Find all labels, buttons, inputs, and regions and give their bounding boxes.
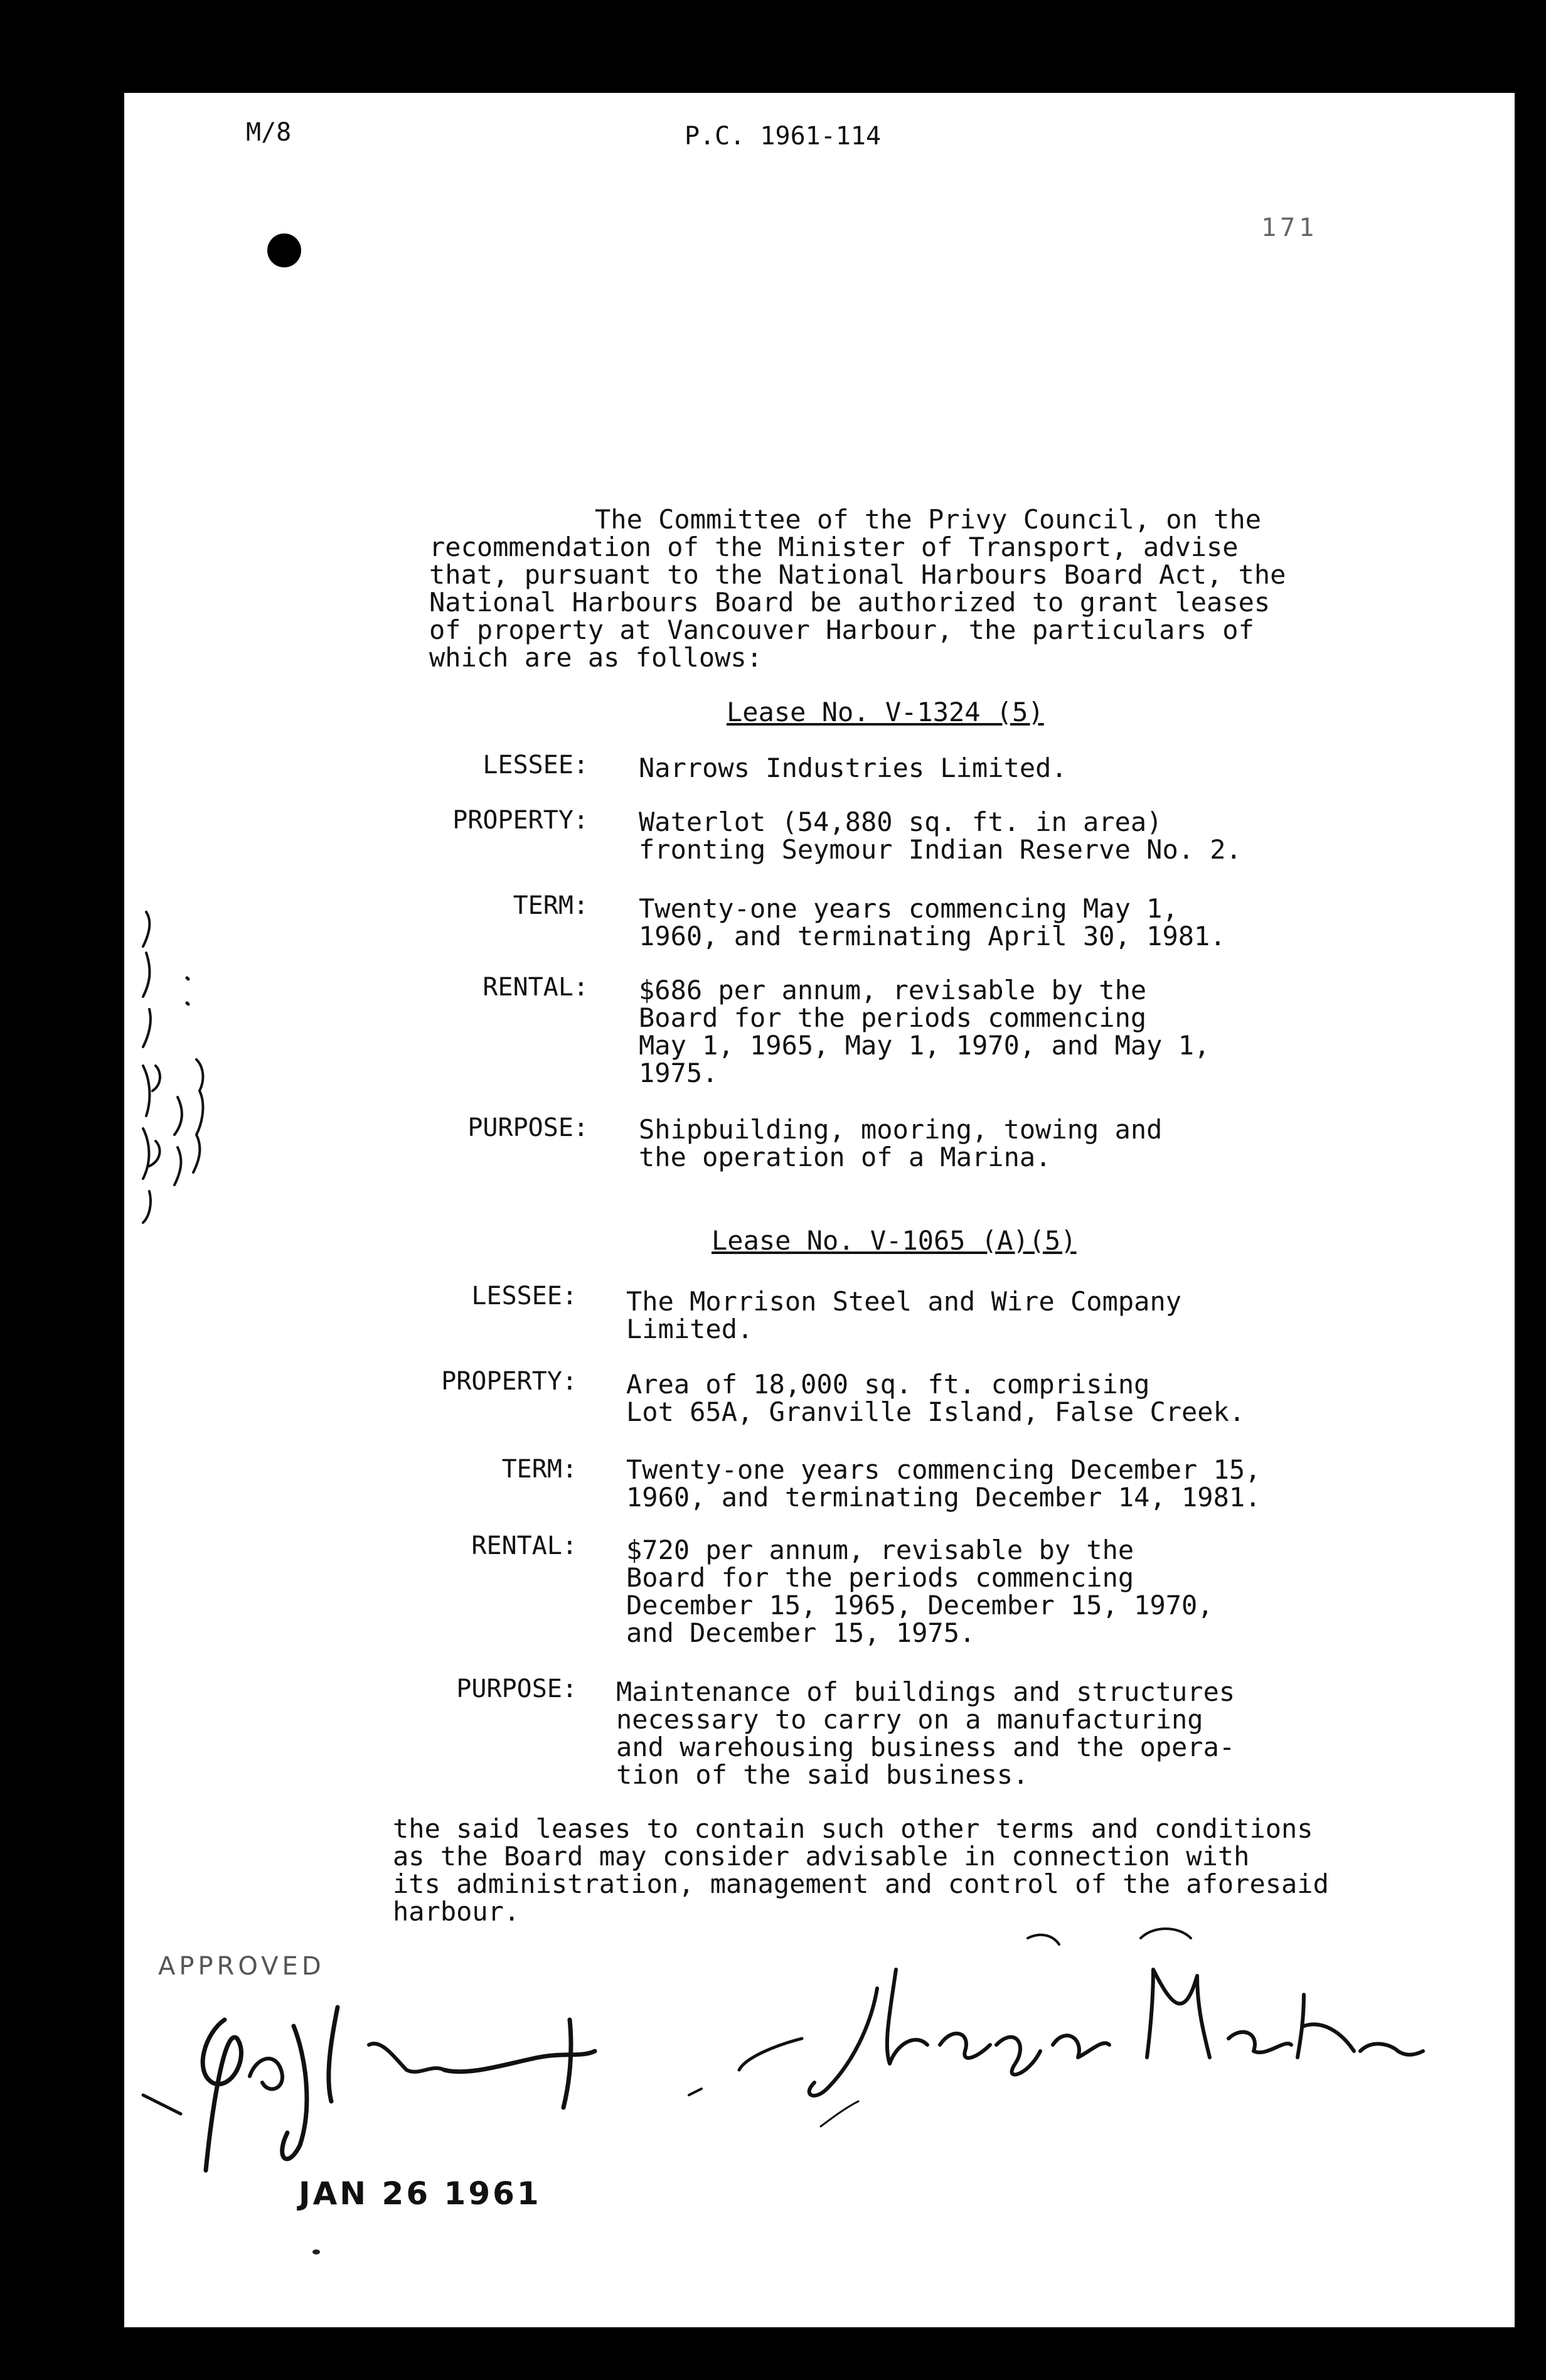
minister-signature xyxy=(676,1900,1429,2139)
intro-line: which are as follows: xyxy=(429,642,763,673)
order-number: P.C. 1961-114 xyxy=(685,122,882,151)
purpose-label: PURPOSE: xyxy=(456,1675,577,1703)
lessee-label: LESSEE: xyxy=(471,1282,577,1311)
closing-line: as the Board may consider advisable in connection with xyxy=(393,1841,1250,1872)
lease-heading: Lease No. V-1065 (A)(5) xyxy=(712,1225,1077,1256)
file-mark: M/8 xyxy=(246,118,292,147)
approved-stamp: APPROVED xyxy=(158,1952,325,1981)
closing-line: harbour. xyxy=(393,1896,520,1927)
lease-heading: Lease No. V-1324 (5) xyxy=(727,697,1044,727)
lessee-label: LESSEE: xyxy=(482,751,589,780)
punch-hole xyxy=(267,233,301,267)
margin-note xyxy=(124,909,212,1235)
term-label: TERM: xyxy=(513,891,589,920)
ink-mark xyxy=(312,2249,320,2254)
intro-line: National Harbours Board be authorized to grant leases xyxy=(429,587,1271,618)
closing-line: its administration, management and control of the aforesaid xyxy=(393,1868,1329,1899)
purpose-value: Shipbuilding, mooring, towing and the operation of a Marina. xyxy=(639,1114,1163,1172)
property-label: PROPERTY: xyxy=(452,806,589,835)
rental-label: RENTAL: xyxy=(471,1531,577,1560)
intro-line: that, pursuant to the National Harbours Board Act, the xyxy=(429,559,1286,590)
lessee-value: Narrows Industries Limited. xyxy=(639,753,1067,783)
intro-line: recommendation of the Minister of Transport, advise xyxy=(429,532,1239,562)
intro-line: of property at Vancouver Harbour, the particulars of xyxy=(429,614,1254,645)
approval-date: JAN 26 1961 xyxy=(299,2175,541,2212)
property-label: PROPERTY: xyxy=(441,1367,577,1396)
document-page xyxy=(124,93,1515,2327)
property-value: Waterlot (54,880 sq. ft. in area) fronting Seymour Indian Reserve No. 2. xyxy=(639,807,1242,865)
intro-line: The Committee of the Privy Council, on the xyxy=(595,504,1262,535)
page-number: 171 xyxy=(1261,213,1318,242)
term-value: Twenty-one years commencing May 1, 1960, and terminating April 30, 1981. xyxy=(639,893,1226,951)
rental-value: $720 per annum, revisable by the Board for the periods commencing December 15, 1965, December 15, 1970, and December 15, 1975. xyxy=(626,1535,1213,1648)
term-value: Twenty-one years commencing December 15, 1960, and terminating December 14, 1981. xyxy=(626,1454,1261,1513)
governor-signature xyxy=(131,1982,620,2195)
purpose-label: PURPOSE: xyxy=(467,1113,589,1142)
lessee-value: The Morrison Steel and Wire Company Limited. xyxy=(626,1286,1182,1344)
rental-label: RENTAL: xyxy=(482,973,589,1002)
rental-value: $686 per annum, revisable by the Board for the periods commencing May 1, 1965, May 1, 1970, and May 1, 1975. xyxy=(639,975,1210,1088)
closing-line: the said leases to contain such other terms and conditions xyxy=(393,1813,1313,1844)
property-value: Area of 18,000 sq. ft. comprising Lot 65A, Granville Island, False Creek. xyxy=(626,1369,1245,1427)
term-label: TERM: xyxy=(501,1455,577,1484)
purpose-value: Maintenance of buildings and structures necessary to carry on a manufacturing and warehousing business and the opera- tion of the said business. xyxy=(616,1676,1235,1790)
